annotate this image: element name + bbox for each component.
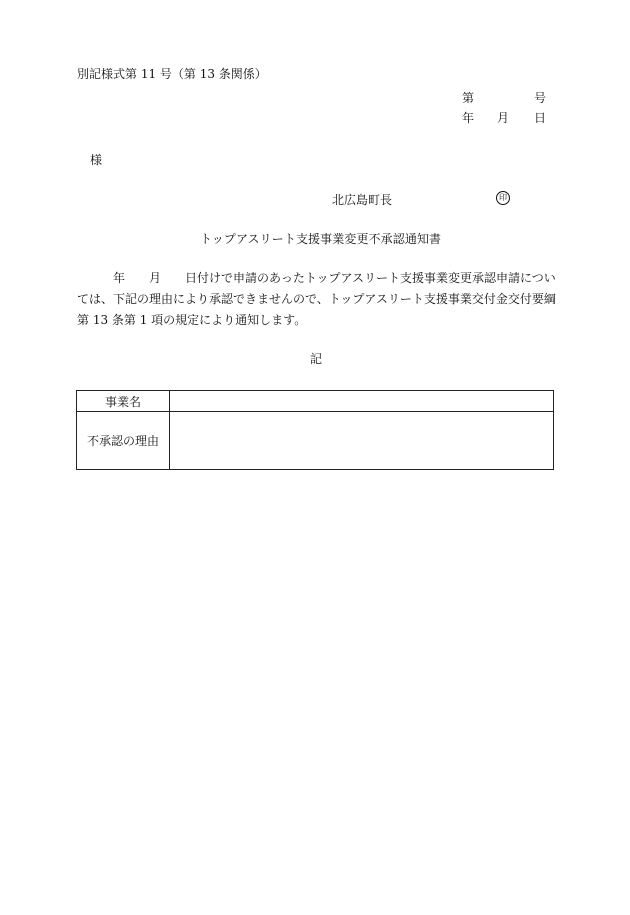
date-day-label: 日 (534, 111, 547, 125)
addressee-suffix: 様 (90, 153, 103, 167)
ki-heading: 記 (310, 352, 323, 366)
date-month-label: 月 (497, 111, 510, 125)
project-name-label: 事業名 (77, 391, 170, 412)
date-year-label: 年 (462, 111, 475, 125)
body-line-2: ては、下記の理由により承認できませんので、トップアスリート支援事業交付金交付要綱 (77, 292, 556, 306)
body-line-3: 第 13 条第 1 項の規定により通知します。 (77, 313, 307, 327)
body-line-1: 年 月 日付けで申請のあったトップアスリート支援事業変更承認申請につい (77, 271, 556, 285)
seal-mark: 印 (496, 191, 510, 205)
issuer-name: 北広島町長 (332, 193, 393, 207)
form-number: 別記様式第 11 号（第 13 条関係） (77, 67, 267, 81)
details-table (76, 390, 554, 470)
notice-body (77, 268, 556, 331)
document-number-prefix: 第 (462, 91, 475, 105)
table-row (77, 412, 554, 470)
document-title: トップアスリート支援事業変更不承認通知書 (200, 232, 442, 246)
rejection-reason-label: 不承認の理由 (77, 412, 170, 470)
rejection-reason-value (170, 412, 554, 470)
project-name-value (170, 391, 554, 412)
document-number-suffix: 号 (534, 91, 547, 105)
table-row (77, 391, 554, 412)
